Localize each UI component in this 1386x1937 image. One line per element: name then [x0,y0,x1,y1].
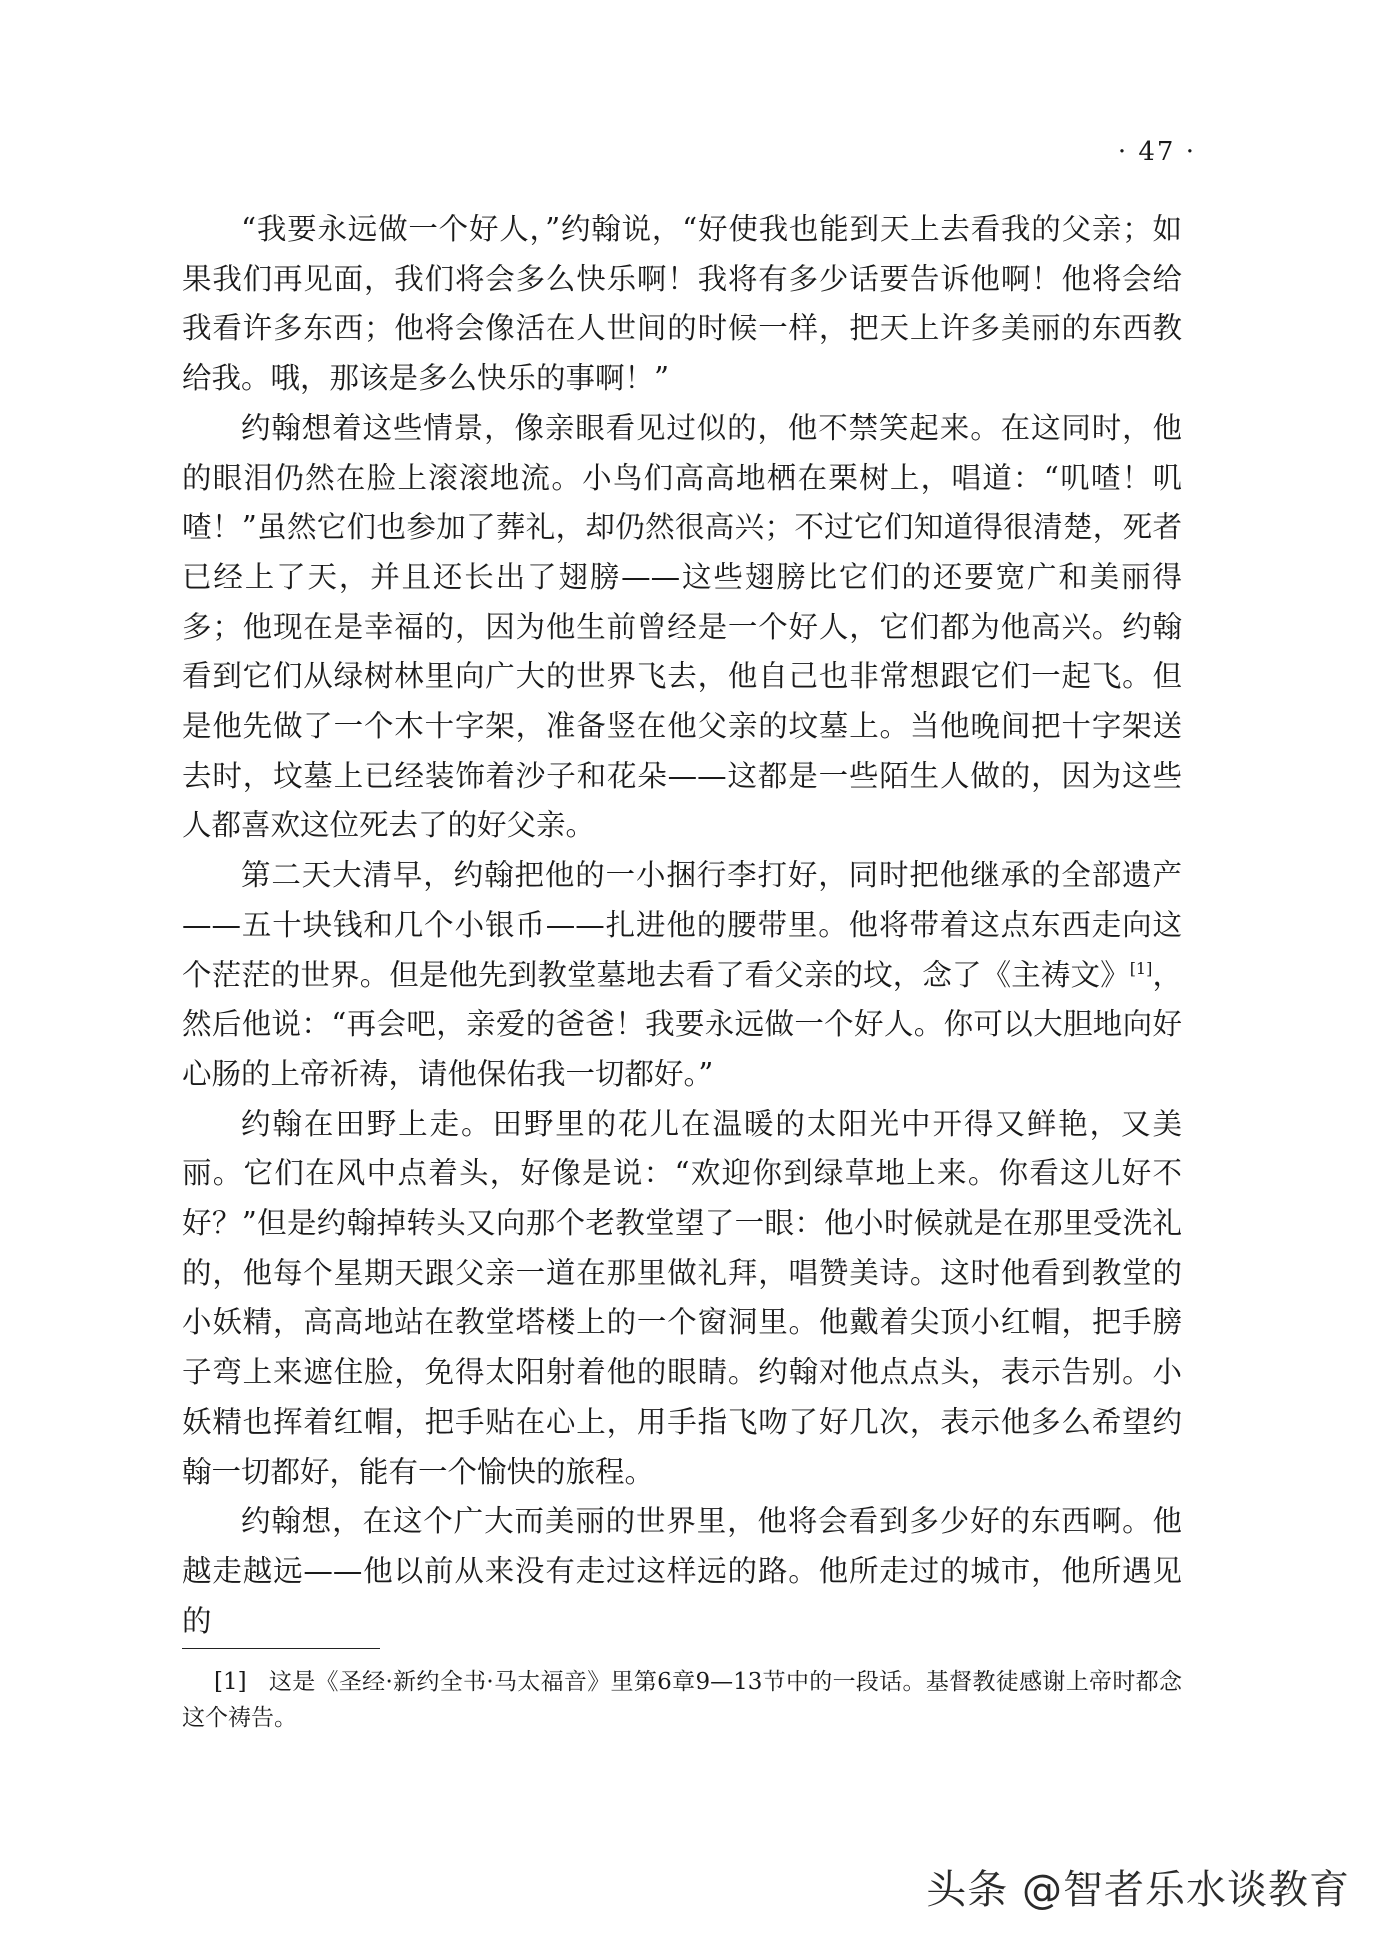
paragraph: 约翰想着这些情景，像亲眼看见过似的，他不禁笑起来。在这同时，他的眼泪仍然在脸上滚滚地流。小鸟们高高地栖在栗树上，唱道：“叽喳！叽喳！”虽然它们也参加了葬礼，却仍然很高兴；不过它们知道得很清楚，死者已经上了天，并且还长出了翅膀——这些翅膀比它们的还要宽广和美丽得多；他现在是幸福的，因为他生前曾经是一个好人，它们都为他高兴。约翰看到它们从绿树林里向广大的世界飞去，他自己也非常想跟它们一起飞。但是他先做了一个木十字架，准备竖在他父亲的坟墓上。当他晚间把十字架送去时，坟墓上已经装饰着沙子和花朵——这都是一些陌生人做的，因为这些人都喜欢这位死去了的好父亲。 [182,410,1182,843]
paragraph: 约翰想，在这个广大而美丽的世界里，他将会看到多少好的东西啊。他越走越远——他以前从来没有走过这样远的路。他所走过的城市，他所遇见的 [182,1504,1182,1638]
paragraph: “我要永远做一个好人，”约翰说，“好使我也能到天上去看我的父亲；如果我们再见面，我们将会多么快乐啊！我将有多少话要告诉他啊！他将会给我看许多东西；他将会像活在人世间的时候一样，把天上许多美丽的东西教给我。哦，那该是多么快乐的事啊！” [182,212,1182,396]
paragraph-text: ，然后他说：“再会吧，亲爱的爸爸！我要永远做一个好人。你可以大胆地向好心肠的上帝祈祷，请他保佑我一切都好。” [182,957,1182,1091]
body-text [182,205,1182,1646]
paragraph [182,851,1182,1100]
watermark: 头条 @智者乐水谈教育 [926,1867,1350,1913]
footnote-mark: [1] [214,1669,247,1695]
page-number: · 47 · [1117,137,1196,167]
footnote-reference[interactable]: [1] [1129,958,1153,978]
paragraph-text: 第二天大清早，约翰把他的一小捆行李打好，同时把他继承的全部遗产——五十块钱和几个小银币——扎进他的腰带里。他将带着这点东西走向这个茫茫的世界。但是他先到教堂墓地去看了看父亲的坟，念了《主祷文》 [182,858,1182,992]
footnote [182,1664,1182,1736]
paragraph: 约翰在田野上走。田野里的花儿在温暖的太阳光中开得又鲜艳，又美丽。它们在风中点着头，好像是说：“欢迎你到绿草地上来。你看这儿好不好？”但是约翰掉转头又向那个老教堂望了一眼：他小时候就是在那里受洗礼的，他每个星期天跟父亲一道在那里做礼拜，唱赞美诗。这时他看到教堂的小妖精，高高地站在教堂塔楼上的一个窗洞里。他戴着尖顶小红帽，把手膀子弯上来遮住脸，免得太阳射着他的眼睛。约翰对他点点头，表示告别。小妖精也挥着红帽，把手贴在心上，用手指飞吻了好几次，表示他多么希望约翰一切都好，能有一个愉快的旅程。 [182,1106,1182,1489]
footnote-text: 这是《圣经·新约全书·马太福音》里第6章9—13节中的一段话。基督教徒感谢上帝时都念这个祷告。 [182,1669,1182,1731]
footnote-divider [182,1648,380,1649]
